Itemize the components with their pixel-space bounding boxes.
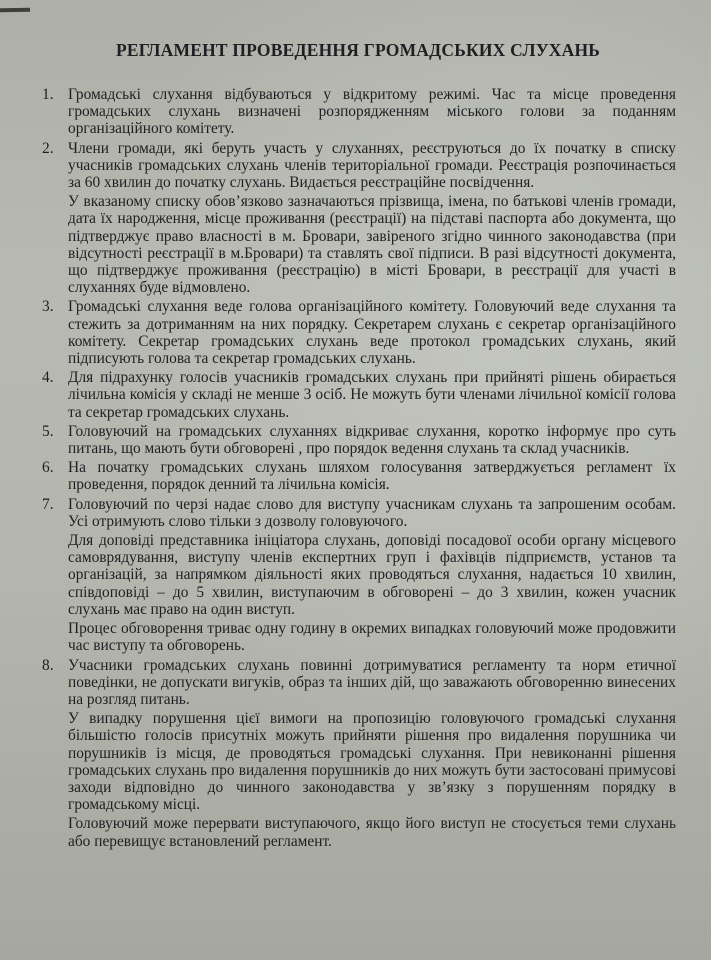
item-number: 2.	[42, 139, 54, 157]
item-number: 4.	[42, 369, 54, 387]
item-paragraph: У випадку порушення цієї вимоги на пропозицію головуючого громадські слухання більшістю голосів присутніх можуть прийняти рішення про видалення порушника чи порушників із місця, де проводяться громадські слухання. При невиконанні рішення громадських слухань про видалення порушників до них можуть бути застосовані примусові заходи відповідно до чинного законодавства у зв’язку з порушенням порядку в громадському місці.	[68, 710, 676, 814]
item-paragraph: Учасники громадських слухань повинні дотримуватися регламенту та норм етичної поведінки, не допускати вигуків, образ та інших дій, що заважають обговоренню винесених на розгляд питань.	[68, 656, 676, 708]
regulation-item-4	[42, 369, 676, 421]
item-paragraph: Громадські слухання відбуваються у відкритому режимі. Час та місце проведення громадських слухань визначені розпорядженням міського голови за поданням організаційного комітету.	[68, 86, 676, 138]
item-paragraph: Головуючий по черзі надає слово для виступу учасникам слухань та запрошеним особам. Усі отримують слово тільки з дозволу головуючого.	[68, 495, 676, 530]
regulation-item-7	[42, 495, 676, 655]
regulation-item-2	[42, 139, 676, 297]
item-paragraph: Члени громади, які беруть участь у слуханнях, реєструються до їх початку в списку учасників громадських слухань членів територіальної громади. Реєстрація розпочинається за 60 хвилин до початку слухань. Видається реєстраційне посвідчення.	[68, 139, 676, 192]
regulation-item-5	[42, 422, 676, 458]
item-number: 3.	[42, 298, 54, 316]
item-number: 5.	[42, 422, 54, 440]
item-paragraph: Громадські слухання веде голова організаційного комітету. Головуючий веде слухання та стежить за дотриманням на них порядку. Секретарем слухань є секретар організаційного комітету. Секретар громадських слухань веде протокол громадських слухань, який підписують голова та секретар громадських слухань.	[68, 298, 676, 368]
item-paragraph: Для доповіді представника ініціатора слухань, доповіді посадової особи органу місцевого самоврядування, виступу членів експертних груп і фахівців підприємств, установ та організацій, за напрямком діяльності яких проводяться слухання, надається 10 хвилин, співдоповіді – до 5 хвилин, виступаючим в обговорені – до 3 хвилин, кожен учасник слухань має право на один виступ.	[68, 532, 676, 618]
item-paragraph: Процес обговорення триває одну годину в окремих випадках головуючий може продовжити час виступу та обговорень.	[68, 620, 676, 655]
corner-mark	[0, 8, 30, 13]
item-paragraph: Для підрахунку голосів учасників громадських слухань при прийняті рішень обирається лічильна комісія у складі не менше 3 осіб. Не можуть бути членами лічильної комісії голова та секретар громадських слухань.	[68, 369, 676, 421]
item-paragraph: У вказаному списку обов’язково зазначаються прізвища, імена, по батькові членів громади, дата їх народження, місце проживання (реєстрації) на підставі паспорта або документа, що підтверджує право власності в м. Бровари, завіреного згідно чинного законодавства (при відсутності реєстрації в м.Бровари) та ставлять свої підписи. В разі відсутності документа, що підтверджує проживання (реєстрацію) в місті Бровари, в реєстрації для участі в слуханнях буде відмовлено.	[68, 193, 676, 297]
item-paragraph: Головуючий на громадських слуханнях відкриває слухання, коротко інформує про суть питань, що мають бути обговорені , про порядок ведення слухань та склад учасників.	[68, 422, 676, 458]
document-title: РЕГЛАМЕНТ ПРОВЕДЕННЯ ГРОМАДСЬКИХ СЛУХАНЬ	[115, 40, 601, 60]
document-page	[28, 22, 688, 952]
item-number: 8.	[42, 656, 54, 674]
item-number: 1.	[42, 86, 54, 103]
regulation-item-1	[42, 86, 676, 138]
item-number: 7.	[42, 495, 54, 513]
regulation-items	[28, 86, 688, 852]
regulation-item-8	[42, 656, 676, 850]
regulation-item-3	[42, 298, 676, 368]
item-paragraph: На початку громадських слухань шляхом голосування затверджується регламент їх проведення, порядок денний та лічильна комісія.	[68, 459, 676, 494]
regulation-item-6	[42, 459, 676, 494]
item-number: 6.	[42, 459, 54, 477]
item-paragraph: Головуючий може перервати виступаючого, якщо його виступ не стосується теми слухань або перевищує встановлений регламент.	[68, 815, 676, 850]
